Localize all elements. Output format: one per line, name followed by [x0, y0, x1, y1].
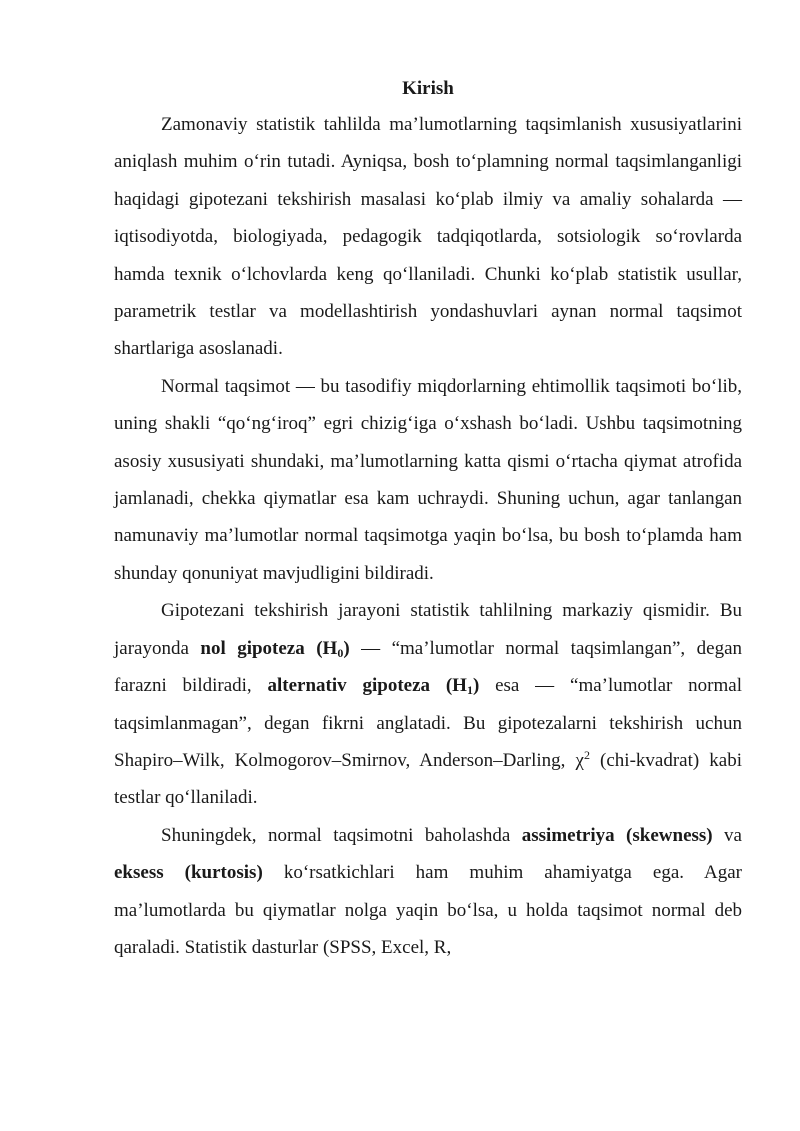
paragraph-3-text-2: — “ma’lumotlar normal taqsimlangan”, degan farazni bildiradi, [114, 637, 742, 697]
document-page [114, 72, 742, 966]
paragraph-4-text-3: ko‘rsatkichlari ham muhim ahamiyatga ega. Agar ma’lumotlarda bu qiymatlar nolga yaqin bo‘lsa, u holda taqsimot normal deb qaraladi. Statistik dasturlar (SPSS, Excel, R, [114, 862, 742, 958]
paragraph-4-text-2: va [712, 824, 742, 846]
section-title: Kirish [402, 78, 454, 99]
paragraph-4 [114, 817, 742, 967]
chi-square-exponent: 2 [583, 747, 590, 762]
paragraph-3-text-4: (chi-kvadrat) kabi testlar qo‘llaniladi. [114, 749, 742, 809]
paragraph-3 [114, 592, 742, 816]
paragraph-3-text-1: Gipotezani tekshirish jarayoni statistik tahlilning markaziy qismidir. Bu jarayonda [114, 600, 742, 659]
paragraph-2: Normal taqsimot — bu tasodifiy miqdorlarning ehtimollik taqsimoti bo‘lib, uning shakli “qo‘ng‘iroq” egri chizig‘iga o‘xshash bo‘ladi. Ushbu taqsimotning asosiy xususiyati shundaki, ma’lumotlarning katta qismi o‘rtacha qiymat atrofida jamlanadi, chekka qiymatlar esa kam uchraydi. Shuning uchun, agar tanlangan namunaviy ma’lumotlar normal taqsimotga yaqin bo‘lsa, bu bosh to‘plamda ham shunday qonuniyat mavjudligini bildiradi. [114, 375, 742, 584]
paragraph-1: Zamonaviy statistik tahlilda ma’lumotlarning taqsimlanish xususiyatlarini aniqlash muhim o‘rin tutadi. Ayniqsa, bosh to‘plamning normal taqsimlanganligi haqidagi gipotezani tekshirish masalasi ko‘plab ilmiy va amaliy sohalarda — iqtisodiyotda, biologiyada, pedagogik tadqiqotlarda, sotsiologik so‘rovlarda hamda texnik o‘lchovlarda keng qo‘llaniladi. Chunki ko‘plab statistik usullar, parametrik testlar va modellashtirish yondashuvlari aynan normal taqsimot shartlariga asoslanadi. [114, 114, 742, 360]
paragraph-3-text-3: esa — “ma’lumotlar normal taqsimlanmagan”, degan fikrni anglatadi. Bu gipotezalarni tekshirish uchun Shapiro–Wilk, Kolmogorov–Smirnov, Anderson–Darling, χ [114, 675, 742, 771]
kurtosis-term: eksess (kurtosis) [114, 862, 263, 884]
alternative-hypothesis-term: alternativ gipoteza $(H_1)$ [267, 675, 480, 698]
skewness-term: assimetriya (skewness) [521, 824, 713, 846]
null-hypothesis-term: nol gipoteza $(H_0)$ [200, 637, 350, 660]
paragraph-4-text-1: Shuningdek, normal taqsimotni baholashda [161, 824, 522, 846]
